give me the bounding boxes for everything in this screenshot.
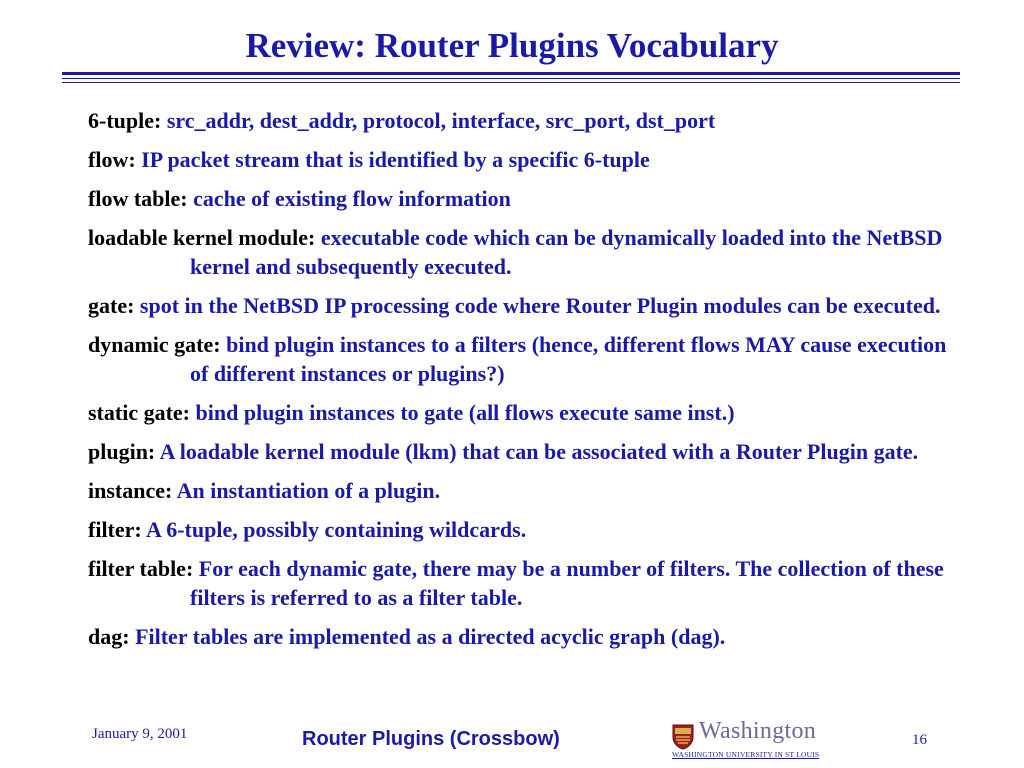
footer-presentation-title: Router Plugins (Crossbow) <box>302 728 560 750</box>
term-label: flow table: <box>88 186 188 211</box>
term-definition: For each dynamic gate, there may be a number of filters. The collection of these filters is referred to as a filter table. <box>190 556 944 610</box>
term-label: plugin: <box>88 439 156 464</box>
term-label: dynamic gate: <box>88 332 221 357</box>
term-label: static gate: <box>88 400 191 425</box>
term-definition: Filter tables are implemented as a directed acyclic graph (dag). <box>135 624 726 649</box>
term-definition: spot in the NetBSD IP processing code where Router Plugin modules can be executed. <box>139 293 941 318</box>
term-item-static-gate <box>88 398 968 427</box>
term-definition: src_addr, dest_addr, protocol, interface, src_port, dst_port <box>166 108 716 133</box>
term-item-dynamic-gate <box>88 330 968 388</box>
term-item-plugin <box>88 437 968 466</box>
term-definition: A loadable kernel module (lkm) that can be associated with a Router Plugin gate. <box>159 439 919 464</box>
term-definition: An instantiation of a plugin. <box>176 478 441 503</box>
term-label: dag: <box>88 624 130 649</box>
term-label: loadable kernel module: <box>88 225 316 250</box>
term-definition: executable code which can be dynamically loaded into the NetBSD kernel and subsequently executed. <box>190 225 943 279</box>
term-definition: bind plugin instances to gate (all flows execute same inst.) <box>195 400 735 425</box>
logo-wordmark: Washington <box>699 718 817 744</box>
term-item-flow-table <box>88 184 968 213</box>
term-definition: bind plugin instances to a filters (hence, different flows MAY cause execution of different instances or plugins?) <box>190 332 947 386</box>
term-label: filter: <box>88 517 142 542</box>
term-item-flow <box>88 145 968 174</box>
term-item-instance <box>88 476 968 505</box>
vocabulary-list <box>88 106 968 661</box>
term-label: 6-tuple: <box>88 108 162 133</box>
term-item-dag <box>88 622 968 651</box>
title-rule-thin-lower <box>62 82 960 83</box>
footer-date: January 9, 2001 <box>92 726 188 742</box>
slide-title: Review: Router Plugins Vocabulary <box>245 26 779 65</box>
term-item-6-tuple <box>88 106 968 135</box>
page-number: 16 <box>912 732 927 748</box>
term-label: instance: <box>88 478 173 503</box>
term-item-filter-table <box>88 554 968 612</box>
title-rule-thick <box>62 72 960 75</box>
university-logo <box>672 718 834 760</box>
term-item-gate <box>88 291 968 320</box>
term-label: filter table: <box>88 556 194 581</box>
title-rule-thin <box>62 78 960 79</box>
term-item-filter <box>88 515 968 544</box>
term-item-loadable-kernel-module <box>88 223 968 281</box>
university-shield-icon <box>672 724 694 750</box>
term-label: flow: <box>88 147 136 172</box>
term-label: gate: <box>88 293 135 318</box>
term-definition: IP packet stream that is identified by a specific 6-tuple <box>141 147 650 172</box>
logo-subtitle: WASHINGTON UNIVERSITY IN ST LOUIS <box>672 750 820 759</box>
term-definition: cache of existing flow information <box>193 186 511 211</box>
term-definition: A 6-tuple, possibly containing wildcards. <box>146 517 527 542</box>
